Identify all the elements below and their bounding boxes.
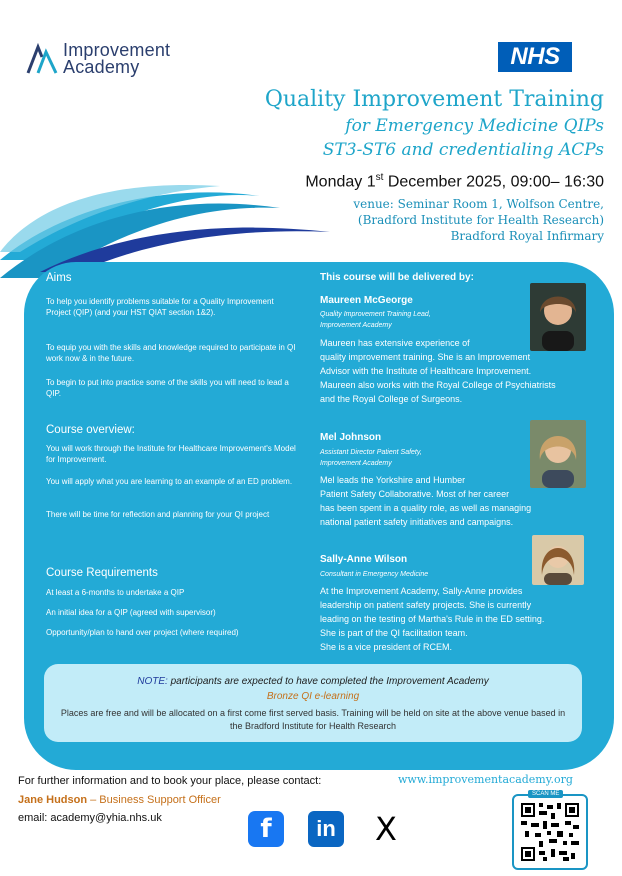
- improvement-academy-logo: [24, 40, 60, 76]
- elearning-link[interactable]: Bronze QI e-learning: [266, 691, 360, 702]
- venue-line1: venue: Seminar Room 1, Wolfson Centre,: [353, 197, 604, 211]
- website-link[interactable]: www.improvementacademy.org: [398, 773, 573, 786]
- requirements-item: An initial idea for a QIP (agreed with supervisor): [46, 608, 216, 617]
- note-box: [44, 664, 582, 742]
- presenter-role: Quality Improvement Training Lead,: [320, 311, 431, 318]
- nhs-logo: NHS: [498, 42, 572, 72]
- logo-text: [63, 42, 170, 76]
- facebook-icon[interactable]: f: [248, 811, 284, 847]
- venue-line3: Bradford Royal Infirmary: [450, 229, 604, 243]
- qr-code-icon: [521, 803, 579, 861]
- aims-heading: Aims: [46, 272, 72, 284]
- contact-email[interactable]: email: academy@yhia.nhs.uk: [18, 812, 162, 824]
- overview-item: You will apply what you are learning to an example of an ED problem.: [46, 477, 293, 486]
- aims-item: To equip you with the skills and knowledge required to participate in QI work now & in the future.: [46, 343, 296, 363]
- presenter-role: Consultant in Emergency Medicine: [320, 571, 429, 578]
- logo-line2: Academy: [63, 57, 140, 77]
- presenter-bio: Mel leads the Yorkshire and Humber Patient Safety Collaborative. Most of her career has been spent in a quality role, as well as managing national patient safety initiatives and campaigns.: [320, 475, 532, 527]
- requirements-item: At least a 6-months to undertake a QIP: [46, 588, 185, 597]
- page-title: Quality Improvement Training: [264, 87, 604, 112]
- places-text: Places are free and will be allocated on a first come first served basis. Training will be held on site at the above venue based in the Bradford Institute for Health Research: [60, 708, 566, 731]
- subtitle-line1: for Emergency Medicine QIPs: [345, 116, 604, 136]
- note-text: NOTE: participants are expected to have completed the Improvement Academy: [137, 676, 489, 687]
- aims-item: To begin to put into practice some of the skills you will need to lead a QIP.: [46, 378, 289, 398]
- contact-info: For further information and to book your place, please contact:: [18, 775, 322, 787]
- presenter-name: Sally-Anne Wilson: [320, 554, 408, 565]
- presenter-name: Maureen McGeorge: [320, 295, 413, 306]
- scan-me-label: SCAN ME: [528, 790, 563, 798]
- subtitle-line2: ST3-ST6 and credentialing ACPs: [322, 140, 604, 160]
- presenter-photo: [532, 535, 584, 585]
- qr-code[interactable]: [512, 791, 588, 870]
- venue-line2: (Bradford Institute for Health Research): [357, 213, 604, 227]
- presenter-bio: Maureen has extensive experience of quality improvement training. She is an Improvement Advisor with the Institute of Healthcare Improvement. Maureen also works with the Royal College of Psychiatrists and the Royal College of Surgeons.: [320, 338, 556, 404]
- event-date: Monday 1st December 2025, 09:00– 16:30: [305, 172, 604, 191]
- contact-person: Jane Hudson – Business Support Officer: [18, 794, 221, 806]
- linkedin-icon[interactable]: in: [308, 811, 344, 847]
- overview-item: There will be time for reflection and planning for your QI project: [46, 510, 270, 519]
- delivered-heading: This course will be delivered by:: [320, 272, 474, 283]
- requirements-item: Opportunity/plan to hand over project (where required): [46, 628, 239, 637]
- overview-heading: Course overview:: [46, 424, 135, 436]
- x-icon[interactable]: X: [375, 810, 397, 848]
- requirements-heading: Course Requirements: [46, 567, 158, 579]
- logo-mark-icon: [24, 40, 60, 76]
- presenter-org: Improvement Academy: [320, 460, 392, 467]
- presenter-role: Assistant Director Patient Safety,: [320, 449, 422, 456]
- overview-item: You will work through the Institute for Healthcare Improvement's Model for Improvement.: [46, 444, 296, 464]
- presenter-bio: At the Improvement Academy, Sally-Anne provides leadership on patient safety projects. She is currently leading on the testing of Martha's Rule in the ED setting. She is part of the QI facilitation team. She is a vice president of RCEM.: [320, 586, 545, 652]
- aims-item: To help you identify problems suitable for a Quality Improvement Project (QIP) (and your HST QIAT section 1&2).: [46, 297, 274, 317]
- presenter-org: Improvement Academy: [320, 322, 392, 329]
- presenter-name: Mel Johnson: [320, 432, 382, 443]
- logo-line1: Improvement: [63, 40, 171, 60]
